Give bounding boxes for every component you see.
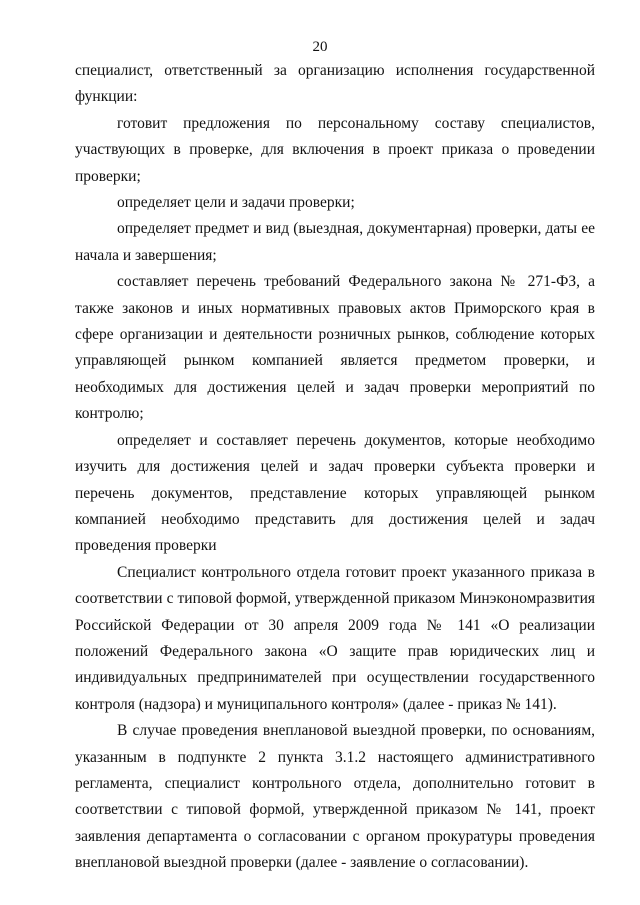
paragraph-responsible-specialist: специалист, ответственный за организацию исполнения государственной функции: [75,62,595,106]
paragraph-prepares-proposals: готовит предложения по персональному составу специалистов, участвующих в проверке, для включения в проект приказа о проведении проверки; [75,114,595,185]
page-number: 20 [312,39,328,55]
paragraph-requirements-list: составляет перечень требований Федерального закона № 271-ФЗ, а также законов и иных нормативных правовых актов Приморского края в сфере организации и деятельности розничных рынков, соблюдение которых управляющей рынком компанией является предметом проверки, и необходимых для достижения целей и задач проверки мероприятий по контролю; [75,273,595,423]
document-body [75,58,595,877]
paragraph-documents-list: определяет и составляет перечень документов, которые необходимо изучить для достижения целей и задач проверки субъекта проверки и перечень документов, представление которых управляющей рынком компанией необходимо представить для достижения целей и задач проведения проверки [75,431,595,555]
paragraph-defines-subject: определяет предмет и вид (выездная, документарная) проверки, даты ее начала и завершения; [75,220,595,264]
paragraph-unscheduled-inspection: В случае проведения внеплановой выездной проверки, по основаниям, указанным в подпункте 2 пункта 3.1.2 настоящего административного регламента, специалист контрольного отдела, дополнительно готовит в соответствии с типовой формой, утвержденной приказом № 141, проект заявления департамента о согласовании с органом прокуратуры проведения внеплановой выездной проверки (далее - заявление о согласовании). [75,722,595,872]
paragraph-order-draft: Специалист контрольного отдела готовит проект указанного приказа в соответствии с типовой формой, утвержденной приказом Минэкономразвития Российской Федерации от 30 апреля 2009 года № 141 «О реализации положений Федерального закона «О защите прав юридических лиц и индивидуальных предпринимателей при осуществлении государственного контроля (надзора) и муниципального контроля» (далее - приказ № 141). [75,563,595,713]
paragraph-defines-goals: определяет цели и задачи проверки; [117,194,355,212]
